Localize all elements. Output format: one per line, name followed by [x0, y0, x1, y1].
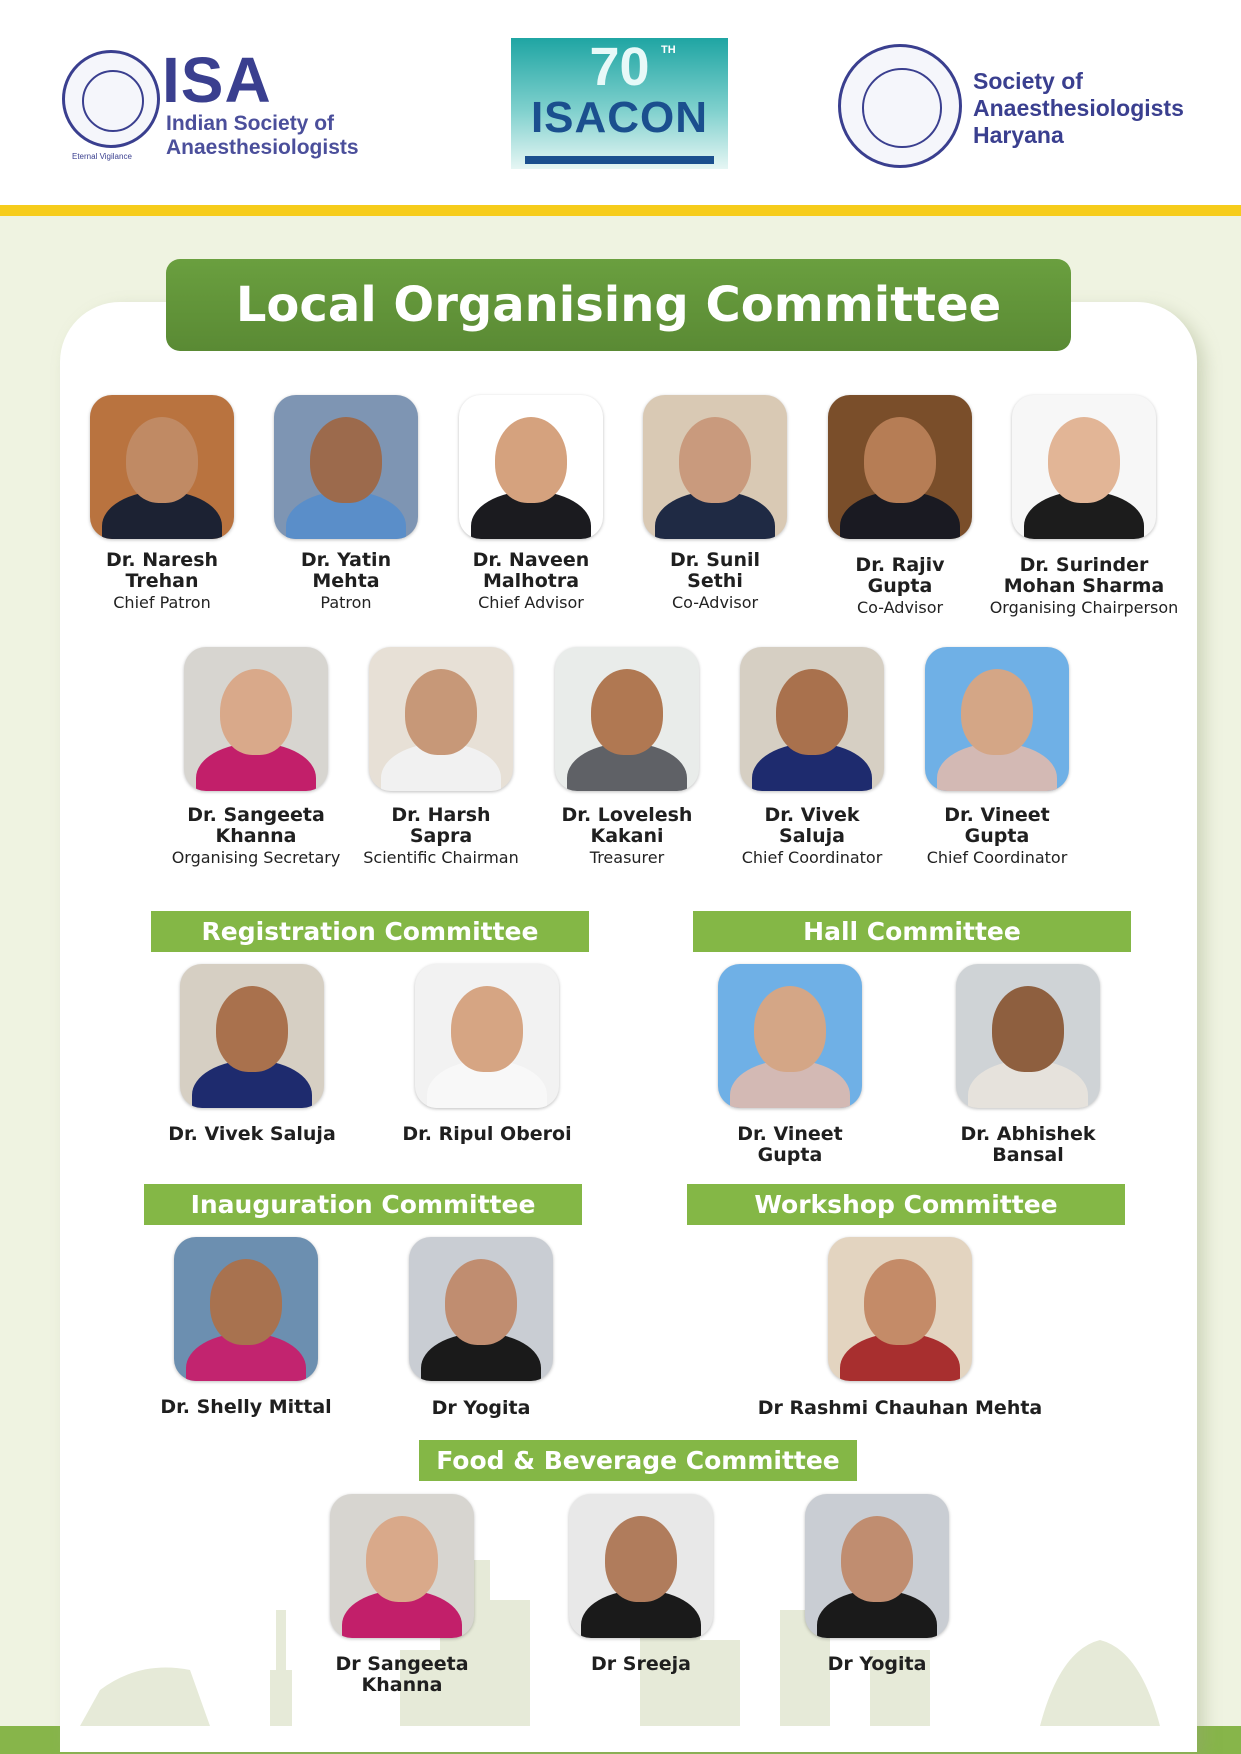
isa-seal-icon [62, 50, 160, 148]
header-divider [0, 205, 1241, 216]
member-name: Dr. Yatin [300, 549, 392, 571]
member-role: Chief Coordinator [926, 848, 1068, 867]
committee-member [537, 647, 717, 875]
portrait-head [495, 417, 567, 503]
member-photo [274, 395, 418, 539]
member-name: Mehta [312, 570, 380, 592]
member-name: Dr. Vineet [944, 804, 1050, 826]
portrait-head [864, 1259, 936, 1345]
committee-member [391, 1237, 571, 1468]
isacon-number: 70 [589, 37, 650, 97]
member-photo [718, 964, 862, 1108]
committee-member [551, 1494, 731, 1724]
member-role: Organising Secretary [171, 848, 341, 867]
member-name: Dr. Vivek Saluja [168, 1123, 336, 1145]
committee-member [907, 647, 1087, 875]
portrait-head [605, 1516, 677, 1602]
committee-member [787, 1494, 967, 1724]
portrait-head [1048, 417, 1120, 503]
member-role: Chief Advisor [478, 593, 584, 612]
committee-member [938, 964, 1118, 1194]
committee-member [161, 647, 351, 875]
member-photo [409, 1237, 553, 1381]
committee-member [256, 395, 436, 620]
member-photo [369, 647, 513, 791]
member-photo [174, 1237, 318, 1381]
member-name: Bansal [992, 1144, 1064, 1166]
committee-member [146, 1237, 346, 1467]
member-photo [828, 395, 972, 539]
member-name: Dr. Rajiv [855, 554, 945, 576]
isacon-strip [525, 156, 714, 164]
committee-member [700, 964, 880, 1194]
committee-member [441, 395, 621, 620]
portrait-head [841, 1516, 913, 1602]
member-name: Dr. Naveen [472, 549, 590, 571]
member-photo [805, 1494, 949, 1638]
member-name: Malhotra [482, 570, 580, 592]
portrait-head [961, 669, 1033, 755]
committee-member [810, 395, 990, 625]
member-name: Dr. Harsh [391, 804, 491, 826]
member-photo [569, 1494, 713, 1638]
committee-member [351, 647, 531, 875]
portrait-head [754, 986, 826, 1072]
committee-member [312, 1494, 492, 1724]
committee-member [387, 964, 587, 1194]
portrait-head [216, 986, 288, 1072]
member-role: Chief Coordinator [741, 848, 883, 867]
member-photo [643, 395, 787, 539]
portrait-head [210, 1259, 282, 1345]
member-name: Dr. Shelly Mittal [160, 1396, 332, 1418]
member-name: Gupta [867, 575, 933, 597]
sah-name: Society of Anaesthesiologists Haryana [973, 68, 1184, 148]
committee-member [755, 1237, 1045, 1468]
member-name: Trehan [125, 570, 199, 592]
portrait-head [445, 1259, 517, 1345]
member-role: Scientific Chairman [363, 848, 519, 867]
member-photo [828, 1237, 972, 1381]
member-name: Dr. Sunil [669, 549, 761, 571]
portrait-head [776, 669, 848, 755]
portrait-head [366, 1516, 438, 1602]
member-name: Dr Rashmi Chauhan Mehta [757, 1397, 1043, 1419]
member-name: Dr Sreeja [591, 1653, 691, 1675]
member-name: Sethi [687, 570, 743, 592]
portrait-head [451, 986, 523, 1072]
member-role: Treasurer [589, 848, 665, 867]
portrait-head [591, 669, 663, 755]
member-role: Patron [320, 593, 372, 612]
member-name: Khanna [361, 1674, 443, 1696]
member-photo [184, 647, 328, 791]
member-photo [925, 647, 1069, 791]
sah-seal-icon [838, 44, 962, 168]
member-role: Organising Chairperson [989, 598, 1179, 617]
member-name: Dr. Sangeeta [187, 804, 325, 826]
member-name: Dr. Abhishek [960, 1123, 1096, 1145]
portrait-head [310, 417, 382, 503]
member-photo [555, 647, 699, 791]
member-name: Dr. Vineet [737, 1123, 843, 1145]
member-name: Sapra [409, 825, 473, 847]
committee-member [722, 647, 902, 875]
member-name: Dr Yogita [827, 1653, 927, 1675]
member-name: Dr. Naresh [105, 549, 219, 571]
isa-motto: Eternal Vigilance [72, 152, 132, 161]
portrait-head [126, 417, 198, 503]
member-name: Gupta [757, 1144, 823, 1166]
inauguration-committee-heading: Inauguration Committee [144, 1184, 582, 1225]
portrait-head [405, 669, 477, 755]
member-name: Saluja [779, 825, 845, 847]
member-name: Khanna [215, 825, 297, 847]
committee-member [625, 395, 805, 620]
isacon-suffix: TH [661, 44, 676, 56]
member-photo [1012, 395, 1156, 539]
portrait-head [679, 417, 751, 503]
member-photo [740, 647, 884, 791]
page-title: Local Organising Committee [166, 259, 1071, 351]
member-role: Chief Patron [113, 593, 211, 612]
member-name: Dr. Surinder [1019, 554, 1149, 576]
committee-member [979, 395, 1189, 625]
member-photo [330, 1494, 474, 1638]
member-photo [415, 964, 559, 1108]
member-name: Dr. Vivek [764, 804, 860, 826]
member-name: Dr. Ripul Oberoi [402, 1123, 572, 1145]
member-photo [956, 964, 1100, 1108]
isacon-word: ISACON [530, 93, 709, 142]
member-photo [180, 964, 324, 1108]
portrait-head [864, 417, 936, 503]
portrait-head [992, 986, 1064, 1072]
member-name: Dr Yogita [431, 1397, 531, 1419]
hall-committee-heading: Hall Committee [693, 911, 1131, 952]
member-name: Gupta [964, 825, 1030, 847]
workshop-committee-heading: Workshop Committee [687, 1184, 1125, 1225]
isa-abbr: ISA [162, 44, 272, 116]
member-photo [459, 395, 603, 539]
committee-member [72, 395, 252, 620]
food-beverage-committee-heading: Food & Beverage Committee [419, 1440, 857, 1481]
member-name: Mohan Sharma [1003, 575, 1165, 597]
registration-committee-heading: Registration Committee [151, 911, 589, 952]
committee-member [152, 964, 352, 1194]
member-name: Dr. Lovelesh [561, 804, 693, 826]
member-photo [90, 395, 234, 539]
member-role: Co-Advisor [671, 593, 759, 612]
member-role: Co-Advisor [856, 598, 944, 617]
isa-name: Indian Society of Anaesthesiologists [166, 112, 359, 159]
member-name: Dr Sangeeta [335, 1653, 469, 1675]
member-name: Kakani [590, 825, 664, 847]
isacon-logo [511, 38, 728, 169]
portrait-head [220, 669, 292, 755]
